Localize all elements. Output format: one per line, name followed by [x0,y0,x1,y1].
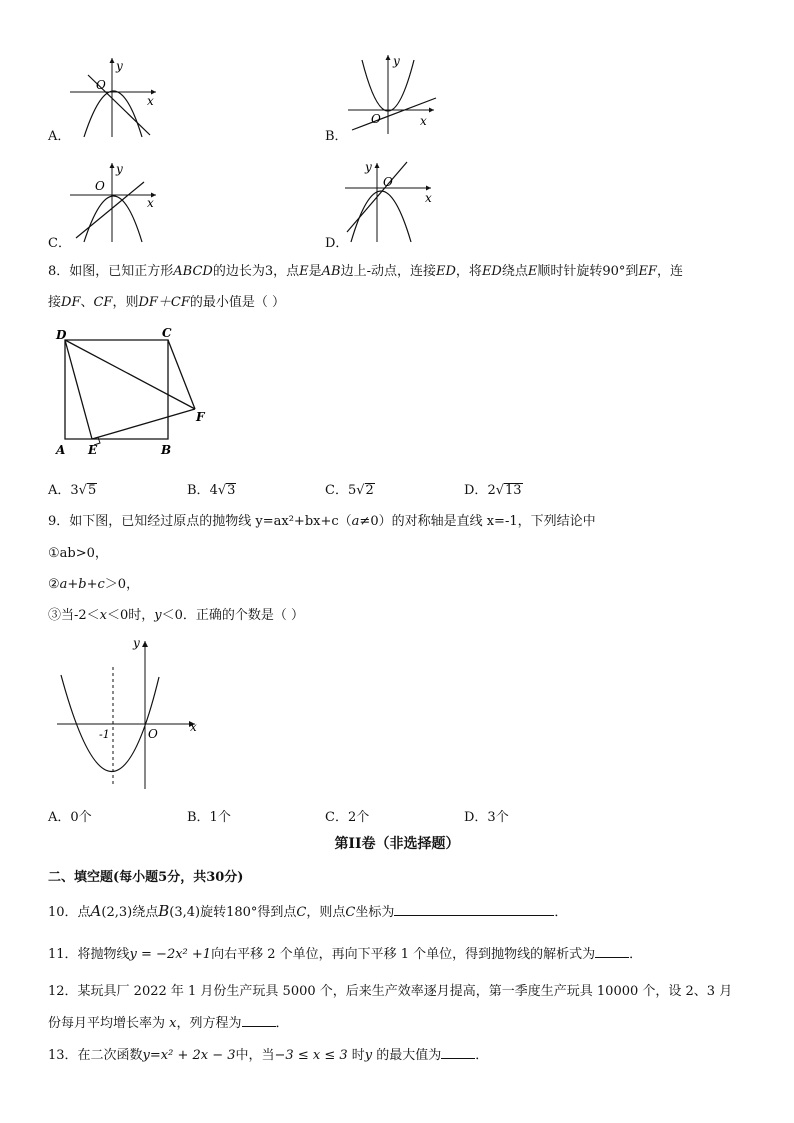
minus-one-label: -1 [99,728,110,741]
q7-graph-b [348,52,438,137]
section-title: 第II卷（非选择题） [334,836,460,852]
q7-graph-d [345,160,435,245]
x-label: x [420,114,427,128]
point-e-label: E [88,443,98,457]
y-label: y [116,59,123,73]
y-axis-label: y [133,636,140,650]
q9-condition-1: ①ab>0， [48,546,108,561]
q8-stem-line2: 接DF、CF，则DF＋CF的最小值是（ ） [48,295,286,310]
q8-square-figure [50,322,220,462]
q7-option-d-letter[interactable]: D． [325,236,349,251]
q12-answer-blank[interactable] [242,1014,276,1027]
part-title: 二、填空题(每小题5分，共30分) [48,870,244,885]
origin-label: O [371,112,381,126]
q7-option-a-letter[interactable]: A． [48,129,71,144]
q9-option-b[interactable]: B．1个 [187,810,231,825]
q7-option-c-letter[interactable]: C． [48,236,71,251]
y-label: y [393,54,400,68]
q9-option-a[interactable]: A．0个 [48,810,92,825]
x-label: x [425,191,432,205]
q8-option-c[interactable]: C．5√2 [325,483,374,498]
origin-label: O [95,179,105,193]
q9-stem: 9．如下图，已知经过原点的抛物线 y=ax²+bx+c（a≠0）的对称轴是直线 x=-1，下列结论中 [48,514,596,529]
q8-stem-line1: 8．如图，已知正方形ABCD的边长为3，点E是AB边上-动点，连接ED，将ED绕点E顺时针旋转90°到EF，连 [48,264,683,279]
q7-graph-a [70,55,160,140]
q10-stem: 10．点A(2,3)绕点B(3,4)旋转180°得到点C，则点C坐标为 ． [48,902,568,920]
q12-stem-line2: 份每月平均增长率为 x，列方程为 ． [48,1016,289,1031]
q13-stem: 13．在二次函数y=x² + 2x − 3中，当−3 ≤ x ≤ 3 时y 的最大值为 ． [48,1048,489,1063]
q9-option-c[interactable]: C．2个 [325,810,370,825]
q8-option-a[interactable]: A．3√5 [48,483,97,498]
q10-answer-blank[interactable] [394,903,554,916]
q11-answer-blank[interactable] [595,945,629,958]
point-a-label: A [56,443,66,457]
point-d-label: D [56,328,67,342]
q9-condition-3: ③当-2＜x＜0时，y＜0．正确的个数是（ ） [48,608,305,623]
q8-option-d[interactable]: D．2√13 [464,483,522,498]
x-label: x [147,196,154,210]
q8-option-b[interactable]: B．4√3 [187,483,236,498]
origin-label: O [383,175,393,189]
x-label: x [147,94,154,108]
q7-option-b-letter[interactable]: B． [325,129,348,144]
q7-graph-c [70,160,160,245]
y-label: y [116,162,123,176]
q9-parabola-figure [55,637,205,792]
q13-answer-blank[interactable] [441,1046,475,1059]
point-b-label: B [161,443,172,457]
q12-stem-line1: 12．某玩具厂 2022 年 1 月份生产玩具 5000 个，后来生产效率逐月提高，第一季度生产玩具 10000 个，设 2、3 月 [48,984,733,999]
y-label: y [365,160,372,174]
origin-label: O [148,727,158,741]
point-f-label: F [196,410,205,424]
origin-label: O [96,78,106,92]
x-axis-label: x [190,720,197,734]
q9-condition-2: ②a+b+c＞0， [48,577,140,592]
point-c-label: C [162,326,172,340]
q9-option-d[interactable]: D．3个 [464,810,509,825]
q11-stem: 11．将抛物线y = −2x² +1向右平移 2 个单位，再向下平移 1 个单位，得到抛物线的解析式为 ． [48,947,643,962]
